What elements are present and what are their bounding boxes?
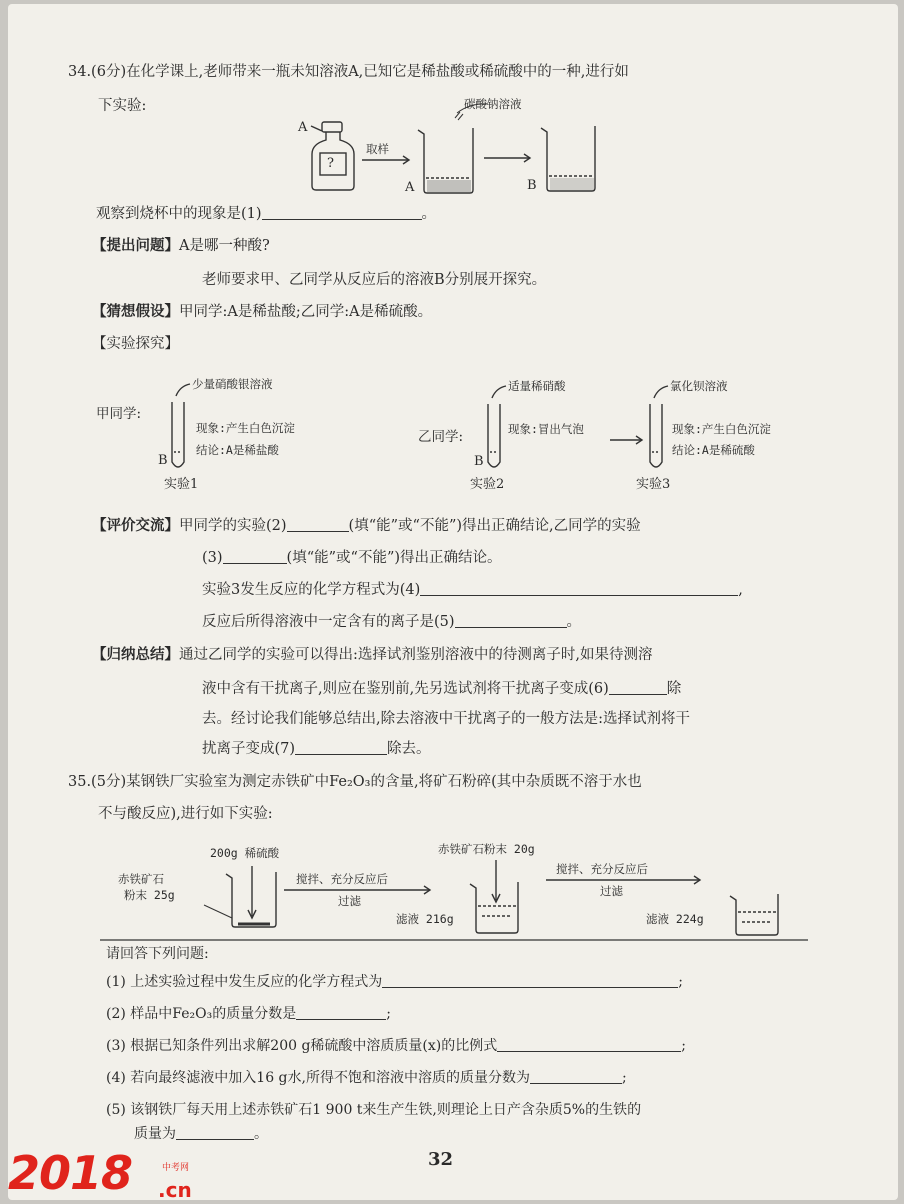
summary-tag: 【归纳总结】 [92,646,179,663]
yi3-conclusion: 结论:A是稀硫酸 [672,443,755,457]
ion-line [202,612,581,632]
exp2-label: 实验2 [470,477,505,492]
filter2-label: 过滤 [600,884,623,898]
take-sample-label: 取样 [366,142,389,156]
bottle-label: A [298,120,308,135]
blank-35-5[interactable] [176,1125,254,1140]
blank-6[interactable] [609,680,667,695]
reagent-yi: 适量稀硝酸 [508,379,566,393]
step2-label: 搅拌、充分反应后 [556,862,648,876]
q34-line1: 34.(6分)在化学课上,老师带来一瓶未知溶液A,已知它是稀盐酸或稀硫酸中的一种,进行如 [68,64,629,80]
summary-line3: 去。经讨论我们能够总结出,除去溶液中干扰离子的一般方法是:选择试剂将干 [202,711,690,727]
beaker-b-label: B [527,178,537,193]
answer-1-end: ; [678,974,683,990]
beaker-35-2-icon [470,860,518,933]
ore1-label-b: 粉末 25g [124,888,175,902]
blank-1[interactable] [262,205,422,220]
answer-1 [106,972,683,992]
q34-line2: 下实验: [98,98,147,114]
jia-conclusion: 结论:A是稀盐酸 [196,443,279,457]
summary-4b: 除去。 [387,741,431,757]
blank-5[interactable] [455,613,567,628]
test-tube-3-icon [650,386,668,467]
explore-tag: 【实验探究】 [92,336,179,352]
eval-tag: 【评价交流】 [92,517,179,534]
watermark-small: 中考网 [162,1163,190,1173]
ion-text: 反应后所得溶液中一定含有的离子是(5) [202,614,455,630]
ion-end: 。 [566,614,582,630]
question-text: A是哪一种酸? [179,238,270,254]
answer-3-end: ; [681,1038,686,1054]
answer-5: (5) 该钢铁厂每天用上述赤铁矿石1 900 t来生产生铁,则理论上日产含杂质5%的生铁的 [106,1102,642,1118]
blank-2[interactable] [287,517,349,532]
guess-text: 甲同学:A是稀盐酸;乙同学:A是稀硫酸。 [179,304,433,320]
summary-2a: 液中含有干扰离子,则应在鉴别前,先另选试剂将干扰离子变成(6) [202,681,609,697]
tube2-b: B [474,454,484,469]
filter1-label: 过滤 [338,894,361,908]
blank-35-4[interactable] [530,1069,622,1084]
observe-end: 。 [421,206,437,222]
ore1-label-a: 赤铁矿石 [118,872,164,886]
answer-4-end: ; [621,1070,627,1086]
blank-35-2[interactable] [296,1005,386,1020]
prompt-line: 请回答下列问题: [106,946,209,962]
eval2b: (填“能”或“不能”)得出正确结论。 [286,550,502,566]
question-line [92,236,270,256]
observe-line [96,204,436,224]
blank-4[interactable] [420,581,738,596]
acid-label: 200g 稀硫酸 [210,846,280,860]
test-tube-1-icon [172,384,190,467]
summary-line4 [202,739,431,759]
blank-3[interactable] [223,549,287,564]
exp1-label: 实验1 [164,477,199,492]
answer-3-text: (3) 根据已知条件列出求解200 g稀硫酸中溶质质量(x)的比例式 [106,1038,498,1054]
answer-5b-text: 质量为 [134,1126,176,1142]
equation-end: , [738,582,743,598]
observe-text: 观察到烧杯中的现象是(1) [96,206,262,222]
beaker-a-label: A [405,180,415,195]
beaker-35-1-icon [226,866,276,927]
q35-line2: 不与酸反应),进行如下实验: [98,806,273,822]
jia-label: 甲同学: [96,406,142,422]
answer-5b [134,1124,268,1144]
q35-line1: 35.(5分)某钢铁厂实验室为测定赤铁矿中Fe₂O₃的含量,将矿石粉碎(其中杂质既不溶于水也 [68,774,642,790]
yi3-phenomenon: 现象:产生白色沉淀 [672,422,771,436]
question-tag: 【提出问题】 [92,237,179,254]
exp3-label: 实验3 [636,477,671,492]
step1-label: 搅拌、充分反应后 [296,872,388,886]
answer-4 [106,1068,627,1088]
summary-line1 [92,645,653,665]
beaker-35-3-icon [730,894,778,935]
equation-line [202,580,743,600]
test-tube-2-icon [488,386,506,467]
filtrate1-label: 滤液 216g [396,912,454,926]
yi-label: 乙同学: [418,429,464,445]
teacher-line: 老师要求甲、乙同学从反应后的溶液B分别展开探究。 [202,272,547,288]
reagent-jia: 少量硝酸银溶液 [192,377,273,391]
eval2a: (3) [202,550,223,566]
eval-line1 [92,516,641,536]
watermark-logo: 2018 [8,1146,133,1200]
blank-35-3[interactable] [497,1037,681,1052]
answer-2 [106,1004,391,1024]
answer-5-end: 。 [254,1126,268,1142]
eval1b: (填“能”或“不能”)得出正确结论,乙同学的实验 [348,518,641,534]
blank-35-1[interactable] [382,973,678,988]
summary-4a: 扰离子变成(7) [202,741,296,757]
answer-3 [106,1036,686,1056]
filtrate2-label: 滤液 224g [646,912,704,926]
answer-4-text: (4) 若向最终滤液中加入16 g水,所得不饱和溶液中溶质的质量分数为 [106,1070,530,1086]
watermark-suffix: .cn [158,1178,192,1202]
bottle-mark: ? [327,156,334,171]
blank-7[interactable] [295,740,387,755]
reagent1-label: 碳酸钠溶液 [464,97,522,111]
summary-1: 通过乙同学的实验可以得出:选择试剂鉴别溶液中的待测离子时,如果待测溶 [179,647,653,663]
summary-2b: 除 [666,681,682,697]
equation-text: 实验3发生反应的化学方程式为(4) [202,582,421,598]
reagent-3: 氯化钡溶液 [670,379,728,393]
jia-phenomenon: 现象:产生白色沉淀 [196,421,295,435]
answer-2-text: (2) 样品中Fe₂O₃的质量分数是 [106,1006,297,1022]
tube1-b: B [158,453,168,468]
yi-phenomenon: 现象:冒出气泡 [508,422,584,436]
guess-tag: 【猜想假设】 [92,303,179,320]
summary-line2 [202,679,681,699]
page-number: 32 [428,1149,454,1170]
ore2-label: 赤铁矿石粉末 20g [438,842,535,856]
eval-line2 [202,548,502,568]
guess-line [92,302,432,322]
answer-1-text: (1) 上述实验过程中发生反应的化学方程式为 [106,974,383,990]
eval1a: 甲同学的实验(2) [179,518,287,534]
answer-2-end: ; [386,1006,391,1022]
